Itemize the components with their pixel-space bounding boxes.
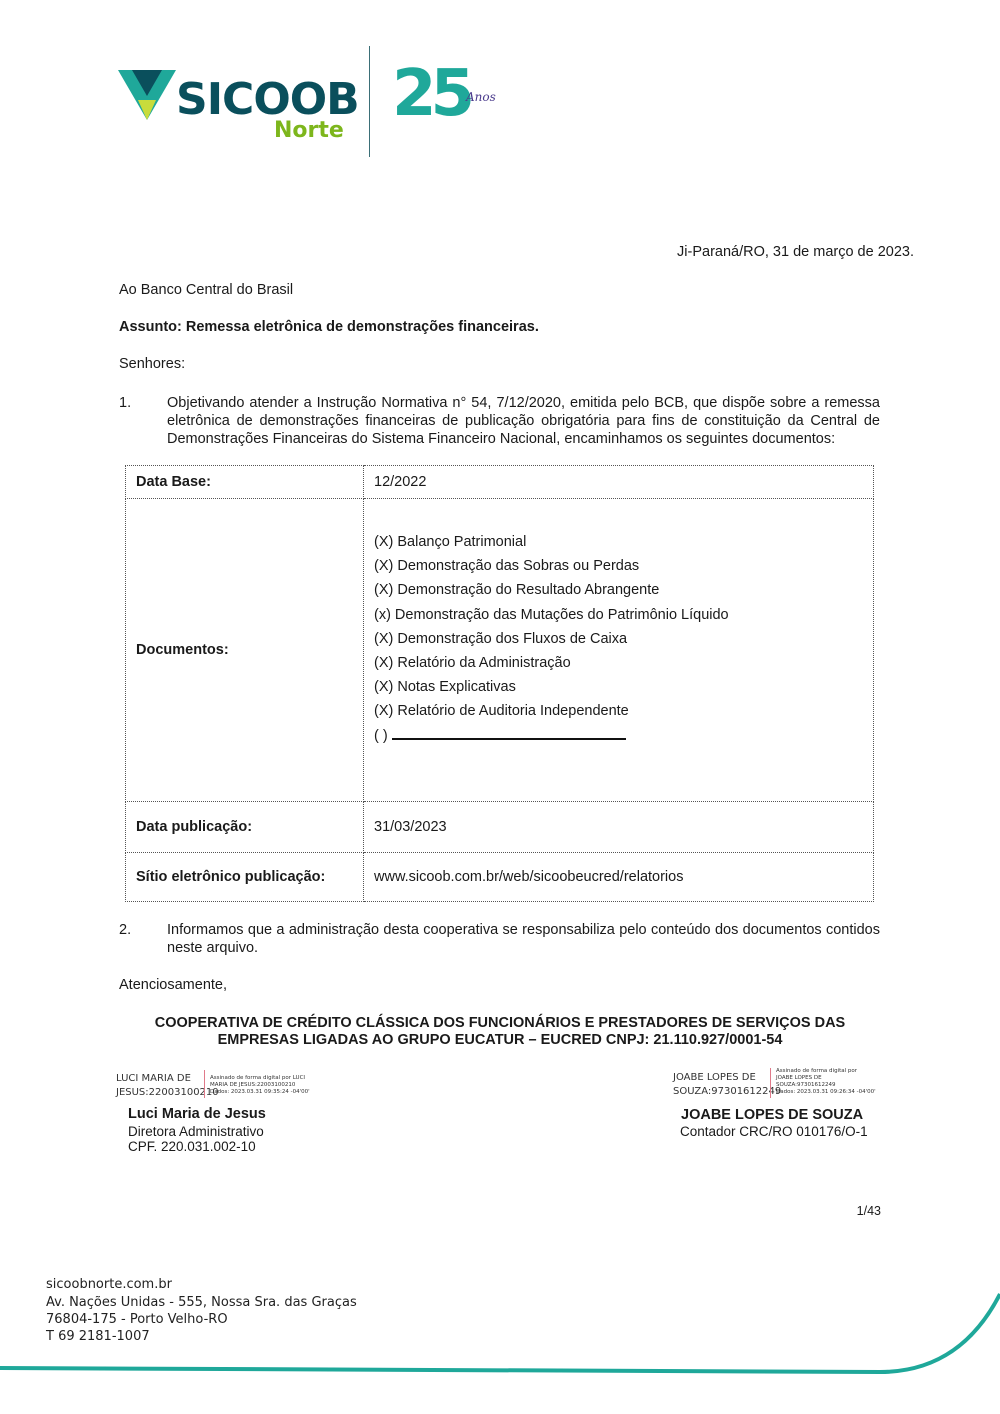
table-row [126,499,874,802]
org-line-1: COOPERATIVA DE CRÉDITO CLÁSSICA DOS FUNCIONÁRIOS E PRESTADORES DE SERVIÇOS DAS [154,1015,846,1031]
signature-mark [204,1070,207,1098]
stamp-name-1: JOABE LOPES DE [673,1072,756,1083]
stamp-info-3: Dados: 2023.03.31 09:35:24 -04'00' [210,1089,310,1095]
sitio-value: www.sicoob.com.br/web/sicoobeucred/relatorios [364,853,874,902]
list-item: (X) Demonstração dos Fluxos de Caixa [374,630,628,647]
stamp-info-4: Dados: 2023.03.31 09:26:34 -04'00' [776,1089,876,1095]
stamp-info-3: SOUZA:97301612249 [776,1082,836,1088]
footer-wave-decoration [0,1290,1000,1390]
sitio-label: Sítio eletrônico publicação: [126,853,364,902]
data-publicacao-label: Data publicação: [126,802,364,853]
anniversary-number: 25 [392,57,470,131]
list-item-blank [374,724,863,748]
footer-site: sicoobnorte.com.br [46,1277,172,1292]
documents-table [125,465,874,902]
table-row [126,466,874,499]
stamp-info-1: Assinado de forma digital por [776,1068,858,1074]
org-line-2: EMPRESAS LIGADAS AO GRUPO EUCATUR – EUCRED CNPJ: 21.110.927/0001-54 [217,1032,783,1048]
page-number: 1/43 [856,1204,881,1218]
item2-number: 2. [119,922,132,938]
documentos-label: Documentos: [126,499,364,802]
blank-line [392,728,626,740]
documentos-cell [364,499,874,802]
brand-name: SICOOB [176,74,359,125]
anniversary-logo [392,57,502,140]
sicoob-logo [118,68,359,148]
logo-divider [369,46,370,157]
item2-text: Informamos que a administração desta cooperativa se responsabiliza pelo conteúdo dos documentos contidos neste arquivo. [167,922,880,956]
footer-phone: T 69 2181-1007 [46,1329,150,1344]
signer-right-role: Contador CRC/RO 010176/O-1 [680,1124,868,1139]
sicoob-mark-icon [118,70,176,122]
anniversary-word: Anos [466,90,496,104]
signer-right-name: JOABE LOPES DE SOUZA [681,1107,864,1123]
recipient: Ao Banco Central do Brasil [119,282,294,298]
footer-address-1: Av. Nações Unidas - 555, Nossa Sra. das Graças [46,1295,357,1310]
data-base-value: 12/2022 [364,466,874,499]
subject: Assunto: Remessa eletrônica de demonstrações financeiras. [119,319,539,335]
signer-left-role: Diretora Administrativo [128,1124,264,1139]
signer-left-name: Luci Maria de Jesus [128,1106,266,1122]
place-date: Ji-Paraná/RO, 31 de março de 2023. [677,244,914,260]
list-item: (X) Demonstração das Sobras ou Perdas [374,558,640,575]
list-item: (X) Balanço Patrimonial [374,534,527,550]
stamp-info-2: MARIA DE JESUS:22003100210 [210,1082,296,1088]
list-item: (X) Demonstração do Resultado Abrangente [374,582,660,599]
list-item: (X) Notas Explicativas [374,679,516,696]
documentos-list [374,530,863,748]
blank-checkbox: ( ) [374,727,388,744]
signature-mark [770,1068,773,1098]
signer-left-doc: CPF. 220.031.002-10 [128,1139,256,1154]
stamp-name-2: SOUZA:97301612249 [673,1086,782,1097]
item1-text: Objetivando atender a Instrução Normativa n° 54, 7/12/2020, emitida pelo BCB, que dispõe sobre a remessa eletrônica de demonstrações financeiras de publicação obrigatória para fins de constituição da Central de Demonstrações Financeiras do Sistema Financeiro Nacional, encaminhamos os seguintes documentos: [167,395,880,447]
list-item: (x) Demonstração das Mutações do Patrimônio Líquido [374,606,729,623]
data-base-label: Data Base: [126,466,364,499]
stamp-name-1: LUCI MARIA DE [116,1073,191,1084]
table-row [126,802,874,853]
salutation: Senhores: [119,356,186,372]
brand-sub: Norte [274,118,344,143]
stamp-info-2: JOABE LOPES DE [776,1075,822,1081]
item1-number: 1. [119,395,132,411]
stamp-name-2: JESUS:22003100210 [116,1087,219,1098]
table-row [126,853,874,902]
closing: Atenciosamente, [119,977,228,993]
data-publicacao-value: 31/03/2023 [364,802,874,853]
stamp-info-1: Assinado de forma digital por LUCI [210,1075,306,1081]
list-item: (X) Relatório de Auditoria Independente [374,703,629,720]
footer-address-2: 76804-175 - Porto Velho-RO [46,1312,228,1327]
list-item: (X) Relatório da Administração [374,655,571,672]
